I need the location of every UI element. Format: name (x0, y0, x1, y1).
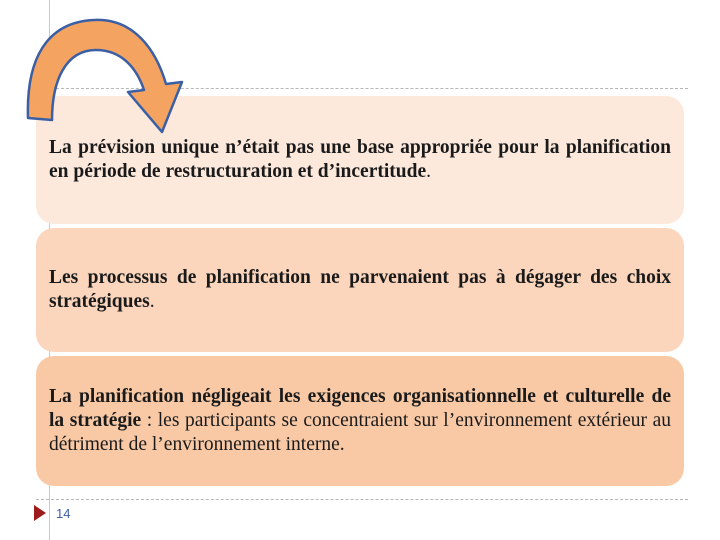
statement-box-3 (36, 356, 684, 486)
statement-text-3 (49, 385, 671, 457)
statement-1-bold: La prévision unique n’était pas une base appropriée pour la planification en période de restructuration et d’incertitude (49, 137, 671, 182)
curved-arrow-icon (16, 0, 192, 140)
page-number: 14 (56, 506, 71, 521)
triangle-bullet-icon (34, 505, 46, 521)
statement-3-bold: La planification négligeait les exigences organisationnelle et culturelle de la stratégie (49, 386, 671, 431)
statement-1-normal: . (426, 161, 431, 182)
statement-box-2 (36, 228, 684, 352)
bottom-dashed-divider (36, 499, 688, 500)
statement-text-2 (49, 266, 671, 314)
statement-text-1 (49, 136, 671, 184)
statement-2-bold: Les processus de planification ne parvenaient pas à dégager des choix stratégiques (49, 267, 671, 312)
statement-2-normal: . (149, 291, 155, 312)
statement-3-normal: : les participants se concentraient sur l’environnement extérieur au détriment de l’environnement interne. (49, 410, 671, 455)
